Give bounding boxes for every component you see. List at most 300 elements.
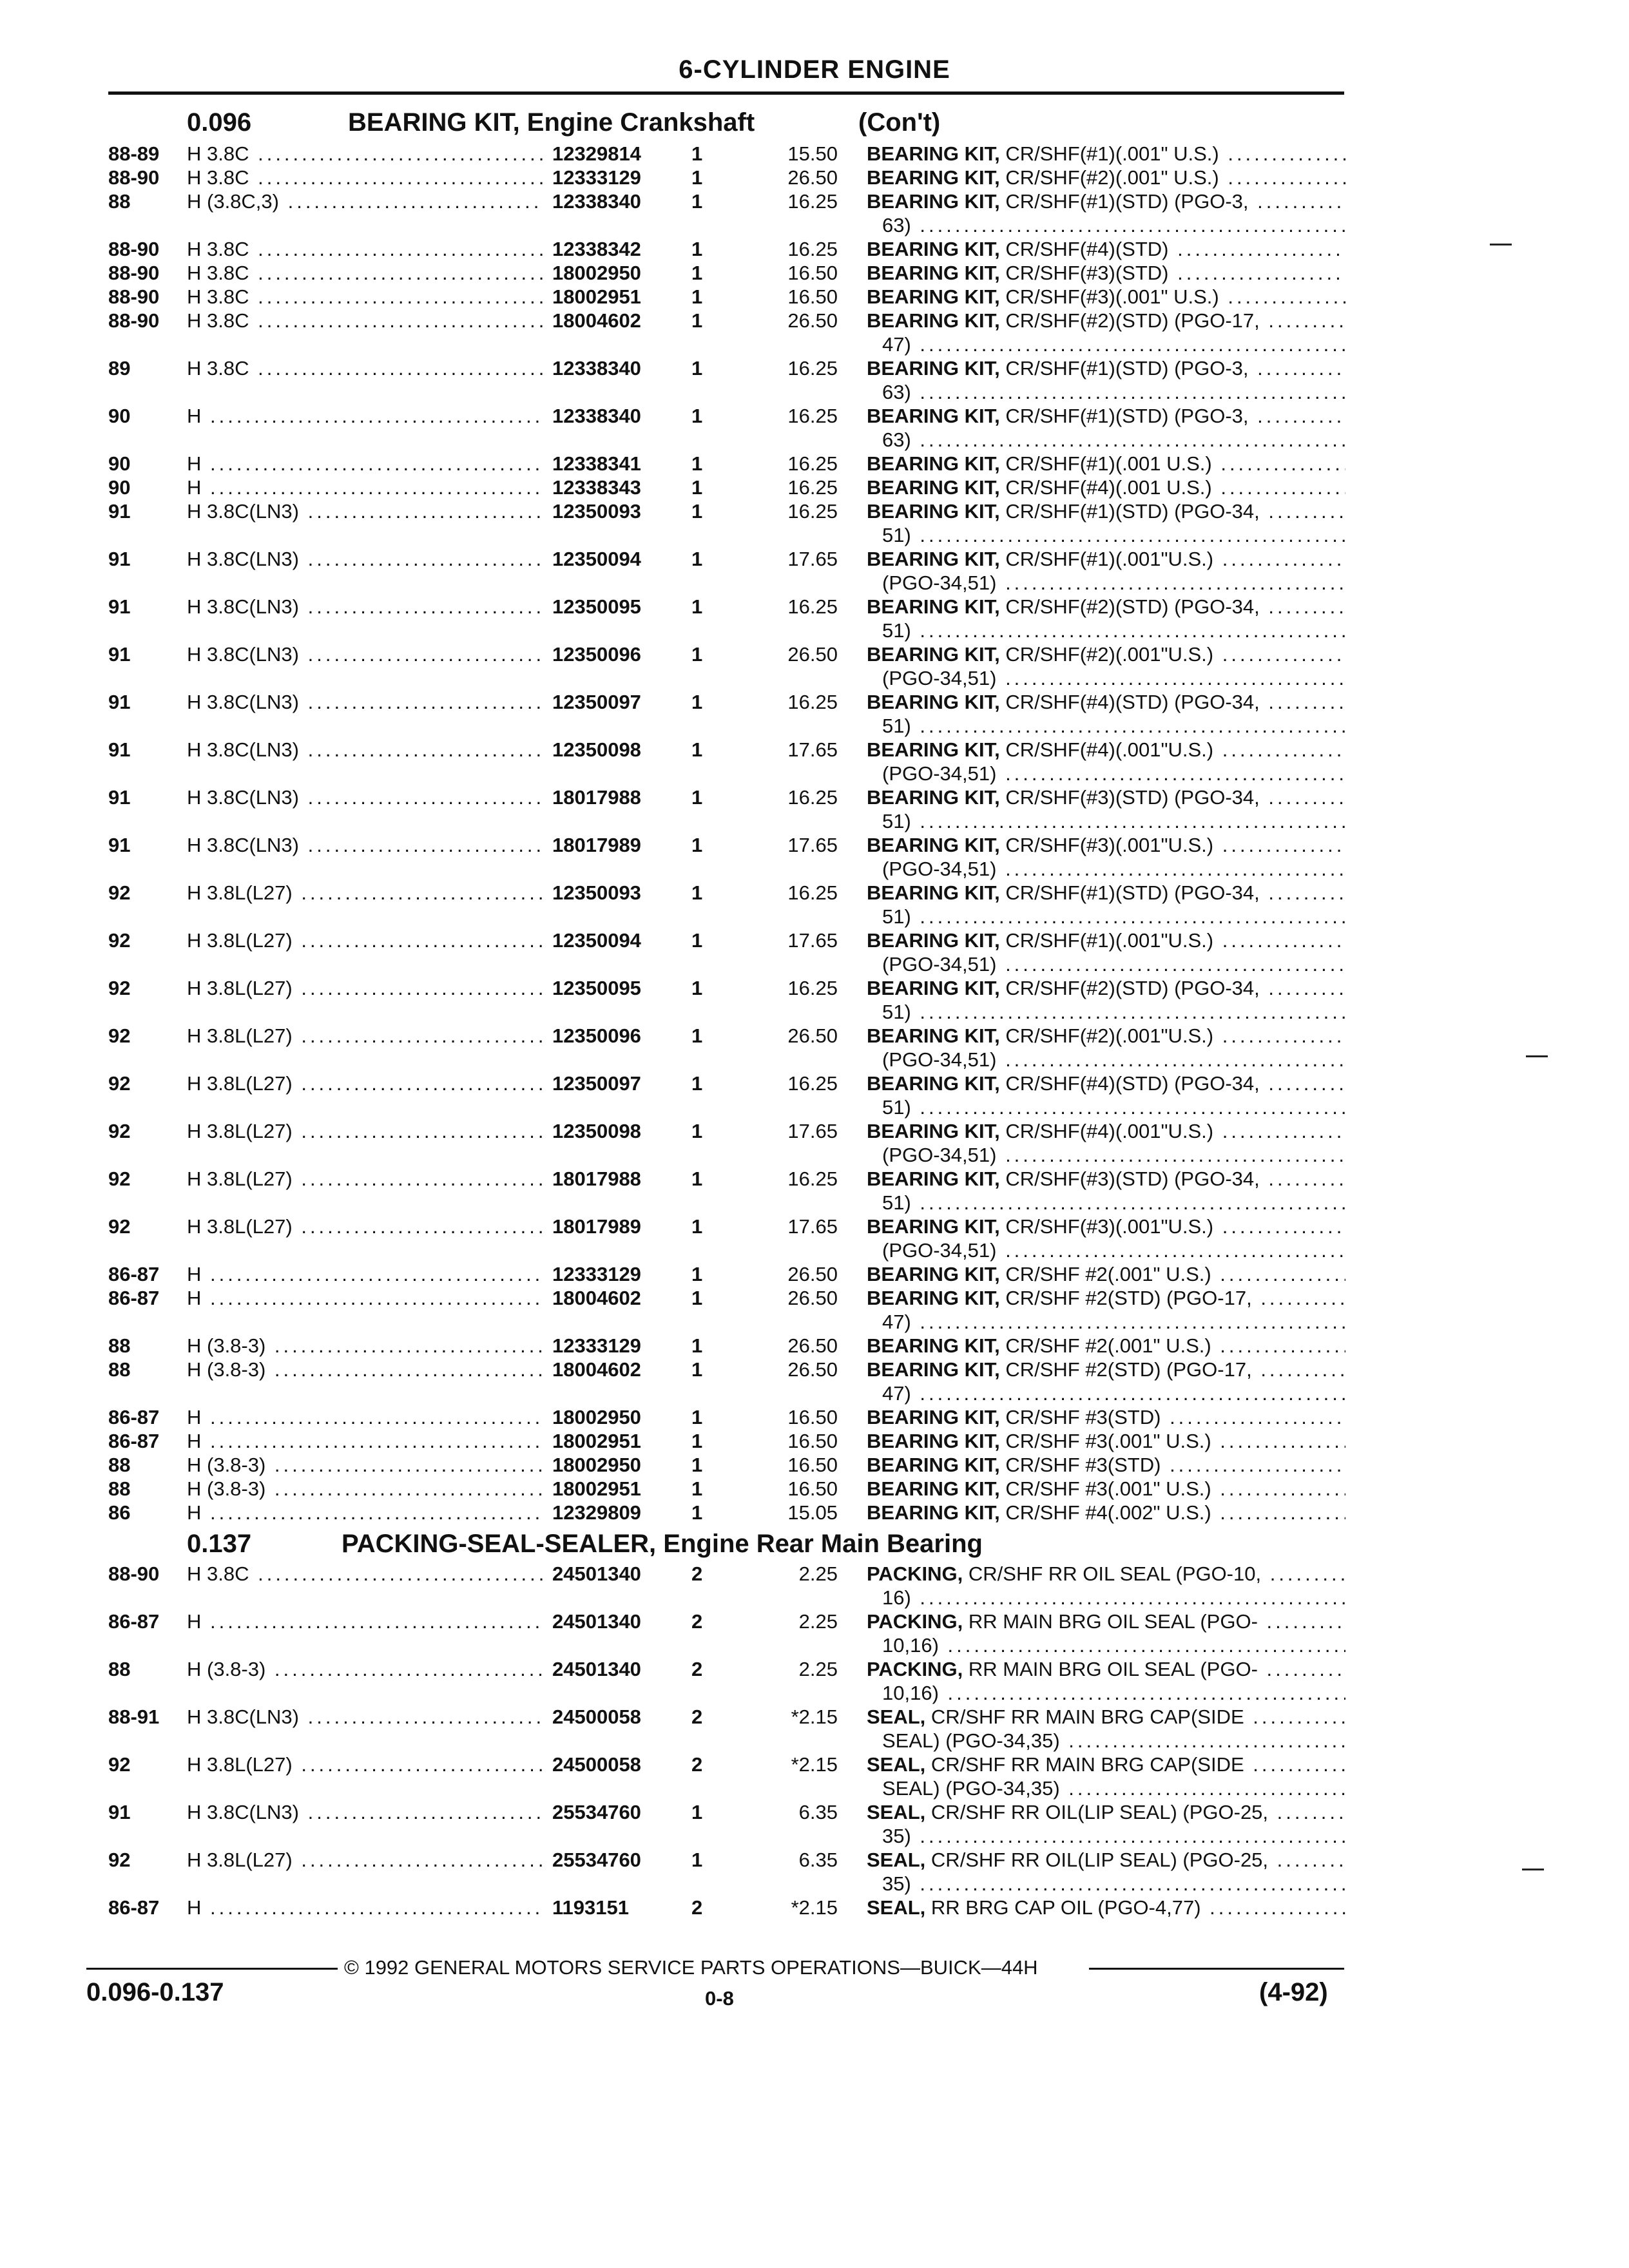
model-year: 86 xyxy=(108,1501,131,1524)
description-type: SEAL, xyxy=(867,1896,926,1919)
quantity: 1 xyxy=(691,452,703,475)
part-number: 12338340 xyxy=(543,404,784,428)
model-year: 88 xyxy=(108,1358,131,1381)
part-number: 18004602 xyxy=(543,1286,784,1310)
description xyxy=(867,1896,1345,1919)
part-number: 12350094 xyxy=(543,547,784,571)
description xyxy=(867,476,1345,499)
price: 15.50 xyxy=(787,142,838,165)
part-number: 18017988 xyxy=(543,785,784,809)
quantity: 1 xyxy=(691,1168,703,1190)
description-detail: CR/SHF(#1)(STD) (PGO-3, xyxy=(1005,190,1249,213)
description-detail: CR/SHF #4(.002" U.S.) xyxy=(1005,1501,1211,1524)
quantity: 2 xyxy=(691,1896,703,1919)
model-year: 90 xyxy=(108,405,131,427)
model-year: 86-87 xyxy=(108,1610,160,1633)
description-line xyxy=(867,261,1345,285)
description xyxy=(867,309,1345,356)
description-type: BEARING KIT, xyxy=(867,452,1000,475)
description-continuation: SEAL) (PGO-34,35) ..... xyxy=(867,1776,1345,1800)
description-continuation: (PGO-34,51) ..... xyxy=(867,1143,1345,1167)
model-year: 91 xyxy=(108,1801,131,1823)
part-row xyxy=(108,1429,1345,1453)
description-type: BEARING KIT, xyxy=(867,309,1000,332)
description-type: BEARING KIT, xyxy=(867,500,1000,523)
description-detail: CR/SHF(#2)(STD) (PGO-34, xyxy=(1005,977,1260,999)
description xyxy=(867,1453,1345,1477)
model-year: 92 xyxy=(108,1753,131,1776)
description xyxy=(867,237,1345,261)
description-type: SEAL, xyxy=(867,1706,926,1728)
model-code: H 3.8L(L27) ..... xyxy=(187,1215,641,1238)
description xyxy=(867,285,1345,309)
part-row xyxy=(108,1453,1345,1477)
description-detail: CR/SHF(#3)(.001" U.S.) xyxy=(1005,285,1219,308)
description-type: BEARING KIT, xyxy=(867,1477,1000,1500)
description-detail: CR/SHF #3(.001" U.S.) xyxy=(1005,1430,1211,1452)
quantity: 1 xyxy=(691,1120,703,1142)
model-year: 92 xyxy=(108,881,131,904)
description-type: BEARING KIT, xyxy=(867,691,1000,713)
description-line xyxy=(867,1562,1345,1586)
model-year: 86-87 xyxy=(108,1287,160,1309)
description xyxy=(867,881,1345,928)
part-row xyxy=(108,1896,1345,1919)
quantity: 1 xyxy=(691,500,703,523)
quantity: 1 xyxy=(691,786,703,809)
description-type: BEARING KIT, xyxy=(867,1358,1000,1381)
description-line xyxy=(867,1657,1345,1681)
part-number: 25534760 xyxy=(543,1800,784,1824)
price: 15.05 xyxy=(787,1501,838,1524)
part-row xyxy=(108,166,1345,189)
description xyxy=(867,142,1345,166)
description-line xyxy=(867,1405,1345,1429)
model-code: H 3.8L(L27) ..... xyxy=(187,881,641,905)
model-code: H 3.8L(L27) ..... xyxy=(187,1848,641,1872)
description-continuation: (PGO-34,51) ..... xyxy=(867,1048,1345,1072)
description xyxy=(867,1429,1345,1453)
description-line xyxy=(867,1896,1345,1919)
description-type: BEARING KIT, xyxy=(867,1215,1000,1238)
part-row xyxy=(108,928,1345,976)
description xyxy=(867,738,1345,785)
model-year: 88 xyxy=(108,190,131,213)
part-row xyxy=(108,738,1345,785)
description-detail: CR/SHF(#2)(STD) (PGO-34, xyxy=(1005,595,1260,618)
part-number: 18004602 xyxy=(543,309,784,332)
model-code: H 3.8C ..... xyxy=(187,356,641,380)
description-line xyxy=(867,1215,1345,1238)
part-number: 12329814 xyxy=(543,142,784,166)
description-type: BEARING KIT, xyxy=(867,1263,1000,1285)
part-number: 24500058 xyxy=(543,1705,784,1729)
part-number: 12350097 xyxy=(543,690,784,714)
description-type: BEARING KIT, xyxy=(867,1501,1000,1524)
description-continuation: 35) ..... xyxy=(867,1824,1345,1848)
description-type: BEARING KIT, xyxy=(867,1168,1000,1190)
description xyxy=(867,1167,1345,1215)
part-row xyxy=(108,642,1345,690)
description-line xyxy=(867,499,1345,523)
model-code: H ..... xyxy=(187,1405,641,1429)
part-number: 18002951 xyxy=(543,285,784,309)
description-line xyxy=(867,1800,1345,1824)
model-year: 92 xyxy=(108,1215,131,1238)
description-type: BEARING KIT, xyxy=(867,881,1000,904)
description xyxy=(867,976,1345,1024)
description xyxy=(867,452,1345,476)
part-row xyxy=(108,1024,1345,1072)
description-line xyxy=(867,1610,1345,1633)
description-line xyxy=(867,1477,1345,1501)
description-continuation: (PGO-34,51) ..... xyxy=(867,952,1345,976)
description-line xyxy=(867,976,1345,1000)
description xyxy=(867,499,1345,547)
part-row xyxy=(108,1848,1345,1896)
description-line xyxy=(867,285,1345,309)
description xyxy=(867,1800,1345,1848)
description-type: BEARING KIT, xyxy=(867,1430,1000,1452)
title-rule xyxy=(108,91,1344,95)
price: 16.25 xyxy=(787,405,838,427)
description-type: BEARING KIT, xyxy=(867,476,1000,499)
description-line xyxy=(867,595,1345,619)
description xyxy=(867,833,1345,881)
description-line xyxy=(867,1501,1345,1524)
section-note: (Con't) xyxy=(858,108,941,137)
price: 16.50 xyxy=(787,1454,838,1476)
model-year: 88-90 xyxy=(108,166,160,189)
description-type: BEARING KIT, xyxy=(867,786,1000,809)
page-title: 6-CYLINDER ENGINE xyxy=(679,55,950,84)
description-type: BEARING KIT, xyxy=(867,548,1000,570)
model-year: 92 xyxy=(108,1072,131,1095)
part-number: 12350096 xyxy=(543,1024,784,1048)
model-code: H 3.8L(L27) ..... xyxy=(187,1753,641,1776)
description-line xyxy=(867,1072,1345,1095)
model-code: H 3.8C(LN3) ..... xyxy=(187,547,641,571)
description-detail: CR/SHF(#4)(.001"U.S.) xyxy=(1005,738,1214,761)
description-line xyxy=(867,690,1345,714)
description xyxy=(867,690,1345,738)
part-number: 12350093 xyxy=(543,881,784,905)
price: 2.25 xyxy=(798,1562,838,1585)
model-code: H (3.8C,3) ..... xyxy=(187,189,641,213)
description-continuation: (PGO-34,51) ..... xyxy=(867,857,1345,881)
description-continuation: 63) ..... xyxy=(867,380,1345,404)
model-code: H 3.8C(LN3) ..... xyxy=(187,785,641,809)
description-detail: CR/SHF #2(.001" U.S.) xyxy=(1005,1334,1211,1357)
part-row xyxy=(108,1262,1345,1286)
model-code: H 3.8C(LN3) ..... xyxy=(187,738,641,762)
price: 26.50 xyxy=(787,309,838,332)
description xyxy=(867,1358,1345,1405)
description xyxy=(867,595,1345,642)
description-continuation: (PGO-34,51) ..... xyxy=(867,762,1345,785)
quantity: 2 xyxy=(691,1658,703,1680)
part-number: 18002951 xyxy=(543,1429,784,1453)
part-row xyxy=(108,1119,1345,1167)
part-row xyxy=(108,309,1345,356)
description-detail: CR/SHF RR MAIN BRG CAP(SIDE xyxy=(930,1706,1244,1728)
quantity: 2 xyxy=(691,1562,703,1585)
quantity: 1 xyxy=(691,190,703,213)
page-number: 0-8 xyxy=(705,1987,734,2010)
description-detail: CR/SHF(#2)(STD) (PGO-17, xyxy=(1005,309,1260,332)
model-code: H 3.8L(L27) ..... xyxy=(187,1167,641,1191)
price: 17.65 xyxy=(787,834,838,856)
description-detail: CR/SHF(#2)(.001"U.S.) xyxy=(1005,1024,1214,1047)
price: 16.50 xyxy=(787,1406,838,1428)
margin-mark xyxy=(1490,244,1512,245)
model-code: H 3.8C ..... xyxy=(187,1562,641,1586)
description-line xyxy=(867,309,1345,332)
price: 26.50 xyxy=(787,1287,838,1309)
description-type: BEARING KIT, xyxy=(867,1024,1000,1047)
description-detail: CR/SHF(#3)(STD) (PGO-34, xyxy=(1005,786,1260,809)
model-year: 88-90 xyxy=(108,262,160,284)
margin-mark xyxy=(1526,1055,1548,1057)
part-row xyxy=(108,142,1345,166)
model-code: H 3.8C ..... xyxy=(187,309,641,332)
part-row xyxy=(108,1562,1345,1610)
description-continuation: 51) ..... xyxy=(867,905,1345,928)
quantity: 1 xyxy=(691,691,703,713)
quantity: 1 xyxy=(691,1849,703,1871)
description-detail: RR BRG CAP OIL (PGO-4,77) xyxy=(930,1896,1201,1919)
price: 16.50 xyxy=(787,1430,838,1452)
model-code: H ..... xyxy=(187,1429,641,1453)
description-detail: CR/SHF #2(STD) (PGO-17, xyxy=(1005,1287,1252,1309)
part-row xyxy=(108,1405,1345,1429)
description-continuation: 63) ..... xyxy=(867,428,1345,452)
part-number: 12338340 xyxy=(543,189,784,213)
description-detail: CR/SHF(#4)(STD) xyxy=(1005,238,1169,260)
model-year: 86-87 xyxy=(108,1430,160,1452)
description-type: BEARING KIT, xyxy=(867,1334,1000,1357)
part-number: 12338342 xyxy=(543,237,784,261)
description-line xyxy=(867,547,1345,571)
part-number: 18017989 xyxy=(543,1215,784,1238)
quantity: 1 xyxy=(691,595,703,618)
quantity: 1 xyxy=(691,1358,703,1381)
part-row xyxy=(108,881,1345,928)
footer-rule-right xyxy=(1089,1968,1344,1970)
model-code: H ..... xyxy=(187,1896,641,1919)
price: 17.65 xyxy=(787,548,838,570)
model-code: H ..... xyxy=(187,1262,641,1286)
description xyxy=(867,1262,1345,1286)
description-type: BEARING KIT, xyxy=(867,166,1000,189)
model-year: 88-89 xyxy=(108,142,160,165)
description-line xyxy=(867,189,1345,213)
description xyxy=(867,166,1345,189)
part-row xyxy=(108,1800,1345,1848)
part-row xyxy=(108,1705,1345,1753)
quantity: 2 xyxy=(691,1610,703,1633)
description xyxy=(867,404,1345,452)
price: 16.25 xyxy=(787,691,838,713)
description-continuation: 51) ..... xyxy=(867,809,1345,833)
model-code: H 3.8C(LN3) ..... xyxy=(187,833,641,857)
part-number: 12350095 xyxy=(543,595,784,619)
description-line xyxy=(867,1024,1345,1048)
description-line xyxy=(867,1453,1345,1477)
description xyxy=(867,928,1345,976)
price: 17.65 xyxy=(787,1120,838,1142)
description xyxy=(867,1705,1345,1753)
description-detail: CR/SHF RR OIL(LIP SEAL) (PGO-25, xyxy=(930,1801,1269,1823)
description-line xyxy=(867,476,1345,499)
price: *2.15 xyxy=(791,1753,838,1776)
description-line xyxy=(867,881,1345,905)
description-continuation: 51) ..... xyxy=(867,714,1345,738)
description-line xyxy=(867,1167,1345,1191)
description-type: PACKING, xyxy=(867,1562,963,1585)
model-code: H 3.8L(L27) ..... xyxy=(187,1119,641,1143)
description-continuation: 51) ..... xyxy=(867,1191,1345,1215)
description xyxy=(867,785,1345,833)
description xyxy=(867,1024,1345,1072)
description-continuation: 47) ..... xyxy=(867,332,1345,356)
description xyxy=(867,1848,1345,1896)
description-type: PACKING, xyxy=(867,1610,963,1633)
model-year: 86-87 xyxy=(108,1406,160,1428)
description-detail: CR/SHF RR MAIN BRG CAP(SIDE xyxy=(930,1753,1244,1776)
price: 16.25 xyxy=(787,238,838,260)
part-row xyxy=(108,1072,1345,1119)
price: 16.50 xyxy=(787,1477,838,1500)
price: *2.15 xyxy=(791,1706,838,1728)
description xyxy=(867,1477,1345,1501)
description-detail: CR/SHF(#3)(STD) xyxy=(1005,262,1169,284)
description xyxy=(867,1119,1345,1167)
description-continuation: 51) ..... xyxy=(867,619,1345,642)
part-row xyxy=(108,237,1345,261)
description-detail: CR/SHF RR OIL SEAL (PGO-10, xyxy=(968,1562,1262,1585)
quantity: 1 xyxy=(691,285,703,308)
description-detail: CR/SHF(#4)(STD) (PGO-34, xyxy=(1005,1072,1260,1095)
model-code: H (3.8-3) ..... xyxy=(187,1453,641,1477)
model-code: H ..... xyxy=(187,1610,641,1633)
description-detail: CR/SHF(#1)(STD) (PGO-3, xyxy=(1005,357,1249,380)
description-line xyxy=(867,356,1345,380)
model-code: H ..... xyxy=(187,1286,641,1310)
model-year: 91 xyxy=(108,834,131,856)
price: 16.25 xyxy=(787,786,838,809)
part-number: 24501340 xyxy=(543,1610,784,1633)
description-type: BEARING KIT, xyxy=(867,1454,1000,1476)
description-detail: CR/SHF #3(.001" U.S.) xyxy=(1005,1477,1211,1500)
part-number: 12333129 xyxy=(543,1334,784,1358)
price: 26.50 xyxy=(787,166,838,189)
description-continuation: 63) ..... xyxy=(867,213,1345,237)
model-code: H ..... xyxy=(187,1501,641,1524)
model-code: H 3.8C(LN3) ..... xyxy=(187,1705,641,1729)
description-type: BEARING KIT, xyxy=(867,285,1000,308)
bearing-kit-parts-list xyxy=(108,142,1345,1524)
quantity: 1 xyxy=(691,977,703,999)
model-year: 88-90 xyxy=(108,309,160,332)
description-detail: CR/SHF(#2)(.001"U.S.) xyxy=(1005,643,1214,666)
part-number: 12350093 xyxy=(543,499,784,523)
description-continuation: 16) ..... xyxy=(867,1586,1345,1610)
model-code: H (3.8-3) ..... xyxy=(187,1657,641,1681)
quantity: 1 xyxy=(691,1334,703,1357)
description-line xyxy=(867,833,1345,857)
model-code: H 3.8L(L27) ..... xyxy=(187,976,641,1000)
model-code: H (3.8-3) ..... xyxy=(187,1334,641,1358)
description xyxy=(867,261,1345,285)
model-code: H (3.8-3) ..... xyxy=(187,1358,641,1381)
model-year: 92 xyxy=(108,1168,131,1190)
description-line xyxy=(867,404,1345,428)
price: 16.25 xyxy=(787,595,838,618)
description-detail: CR/SHF(#3)(.001"U.S.) xyxy=(1005,1215,1214,1238)
part-row xyxy=(108,976,1345,1024)
quantity: 1 xyxy=(691,1801,703,1823)
model-code: H 3.8C ..... xyxy=(187,261,641,285)
price: 6.35 xyxy=(798,1849,838,1871)
description-continuation: (PGO-34,51) ..... xyxy=(867,666,1345,690)
model-year: 91 xyxy=(108,643,131,666)
quantity: 1 xyxy=(691,1501,703,1524)
description-detail: CR/SHF(#1)(.001"U.S.) xyxy=(1005,929,1214,952)
part-number: 18002951 xyxy=(543,1477,784,1501)
model-year: 88-90 xyxy=(108,1562,160,1585)
description-line xyxy=(867,166,1345,189)
description-type: BEARING KIT, xyxy=(867,142,1000,165)
description-continuation: (PGO-34,51) ..... xyxy=(867,1238,1345,1262)
quantity: 1 xyxy=(691,1430,703,1452)
model-code: H 3.8C ..... xyxy=(187,285,641,309)
price: 26.50 xyxy=(787,1263,838,1285)
part-row xyxy=(108,833,1345,881)
description-detail: CR/SHF(#1)(STD) (PGO-3, xyxy=(1005,405,1249,427)
model-year: 91 xyxy=(108,500,131,523)
part-number: 25534760 xyxy=(543,1848,784,1872)
part-row xyxy=(108,189,1345,237)
description-line xyxy=(867,928,1345,952)
description xyxy=(867,1215,1345,1262)
description-type: BEARING KIT, xyxy=(867,357,1000,380)
part-number: 18002950 xyxy=(543,1453,784,1477)
price: 26.50 xyxy=(787,1334,838,1357)
description-detail: CR/SHF(#4)(.001"U.S.) xyxy=(1005,1120,1214,1142)
description-detail: CR/SHF(#4)(STD) (PGO-34, xyxy=(1005,691,1260,713)
description-line xyxy=(867,1429,1345,1453)
description-type: BEARING KIT, xyxy=(867,238,1000,260)
model-year: 90 xyxy=(108,452,131,475)
part-row xyxy=(108,1334,1345,1358)
part-number: 12333129 xyxy=(543,166,784,189)
quantity: 1 xyxy=(691,1477,703,1500)
quantity: 1 xyxy=(691,548,703,570)
part-row xyxy=(108,356,1345,404)
part-row xyxy=(108,476,1345,499)
description-continuation: 51) ..... xyxy=(867,1000,1345,1024)
description-type: BEARING KIT, xyxy=(867,643,1000,666)
description-continuation: 35) ..... xyxy=(867,1872,1345,1896)
part-row xyxy=(108,690,1345,738)
description-type: BEARING KIT, xyxy=(867,262,1000,284)
model-code: H ..... xyxy=(187,452,641,476)
part-number: 24500058 xyxy=(543,1753,784,1776)
description xyxy=(867,1610,1345,1657)
description xyxy=(867,1657,1345,1705)
model-year: 91 xyxy=(108,738,131,761)
